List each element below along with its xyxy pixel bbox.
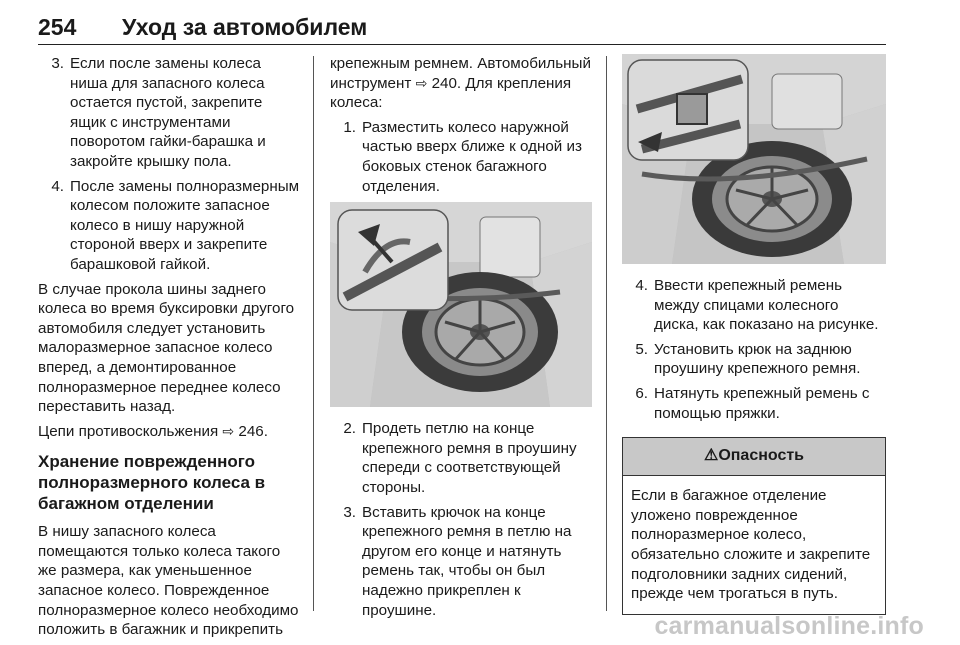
column-middle: [330, 54, 592, 625]
paragraph: В нишу запасного колеса помещаются только колеса такого же размера, как уменьшенное запасное колесо. Поврежденное полноразмерное колесо необходимо положить в багажник и прикрепить: [38, 523, 299, 639]
warning-text: Если в багажное отделение уложено поврежденное полноразмерное колесо, обязательно сложите и закрепите подголовники задних сидений, прежде чем трогаться в путь.: [631, 487, 871, 603]
column-divider: [606, 56, 607, 611]
list-item: 4. После замены полноразмерным колесом положите запасное колесо в нишу наружной стороной вверх и закрепите барашковой гайкой.: [51, 177, 300, 273]
strap-routing-illustration: [622, 54, 886, 264]
reference-page-link[interactable]: 240.: [431, 74, 462, 92]
warning-icon: ⚠: [703, 447, 719, 465]
list-item: 6. Натянуть крепежный ремень с помощью пряжки.: [635, 384, 870, 422]
reference-arrow-icon[interactable]: ⇨: [222, 422, 235, 439]
page-title: Уход за автомобилем: [122, 14, 368, 40]
list-item: 1. Разместить колесо наружной частью вверх ближе к одной из боковых стенок багажного отделения.: [343, 118, 582, 195]
paragraph: В случае прокола шины заднего колеса во время буксировки другого автомобиля следует установить малоразмерное запасное колесо вперед, а демонтированное полноразмерное переднее колесо переставить назад.: [38, 280, 295, 416]
list-item: 5. Установить крюк на заднюю проушину крепежного ремня.: [635, 340, 861, 378]
watermark: carmanualsonline.info: [654, 612, 924, 640]
warning-box: [622, 437, 886, 615]
column-right: [622, 54, 886, 615]
page-header: [38, 8, 886, 45]
column-left: [38, 54, 300, 645]
reference-arrow-icon[interactable]: ⇨: [415, 74, 428, 91]
list-item: 3. Если после замены колеса ниша для запасного колеса остается пустой, закрепите ящик с инструментами поворотом гайки-барашка и закройте крышку пола.: [51, 55, 266, 170]
list-item: 4. Ввести крепежный ремень между спицами колесного диска, как показано на рисунке.: [635, 277, 879, 334]
paragraph: крепежным ремнем. Автомобильный инструмент ⇨ 240. Для крепления колеса:: [330, 55, 591, 112]
section-heading: Хранение поврежденного полноразмерного колеса в багажном отделении: [38, 452, 266, 514]
list-item: 3. Вставить крючок на конце крепежного ремня в петлю на другом его конце и натянуть ремень так, чтобы он был надежно прикреплен к проушине.: [343, 503, 572, 619]
column-divider: [313, 56, 314, 611]
warning-title: Опасность: [718, 447, 805, 465]
reference-page-link[interactable]: 246.: [238, 422, 268, 440]
paragraph-reference: Цепи противоскольжения ⇨ 246.: [38, 422, 268, 440]
page-number: 254: [38, 14, 77, 40]
list-item: 2. Продеть петлю на конце крепежного ремня в проушину спереди с соответствующей стороны.: [343, 420, 577, 496]
spare-wheel-illustration: [330, 202, 592, 407]
warning-header: [623, 438, 885, 476]
